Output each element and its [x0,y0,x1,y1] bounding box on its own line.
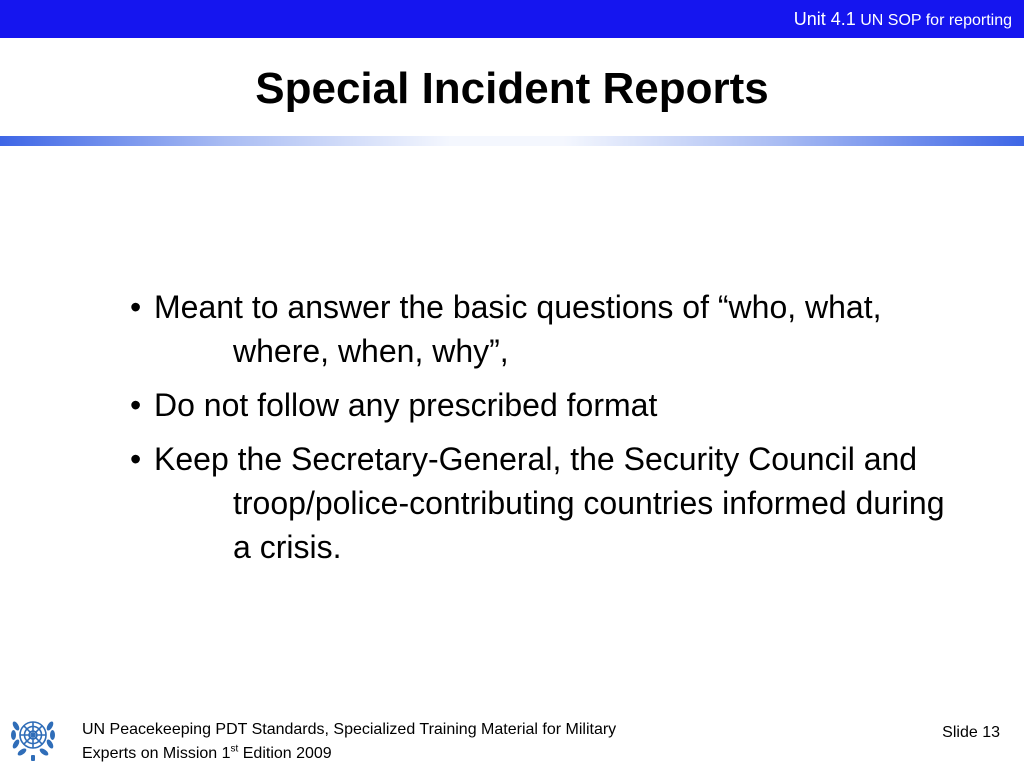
footer-edition-suffix: Edition 2009 [238,745,332,762]
bullet-list [130,285,950,579]
bullet-item [130,285,950,373]
un-emblem-icon [6,710,60,764]
bullet-icon: • [130,387,142,423]
unit-topic: UN SOP for reporting [860,12,1012,29]
bullet-item [130,383,950,427]
footer-edition-superscript: st [230,743,239,755]
bullet-icon: • [130,441,142,477]
bullet-text: Meant to answer the basic questions of “who, what, where, when, why”, [154,289,882,369]
footer-line-1: UN Peacekeeping PDT Standards, Specialized Training Material for Military [82,721,617,738]
bullet-text: Keep the Secretary-General, the Security Council and troop/police-contributing countries informed during a crisis. [154,441,945,565]
bullet-icon: • [130,289,142,325]
footer-edition-prefix: Experts on Mission 1 [82,745,231,762]
slide-number: Slide 13 [942,724,1000,741]
footer-credit [82,718,782,766]
unit-label [794,8,1012,32]
bullet-item [130,437,950,569]
slide-title: Special Incident Reports [255,64,769,113]
footer-line-2 [82,742,782,766]
bullet-text: Do not follow any prescribed format [154,387,658,423]
unit-number: Unit 4.1 [793,9,856,29]
title-divider [0,136,1024,146]
header-bar [0,0,1024,38]
